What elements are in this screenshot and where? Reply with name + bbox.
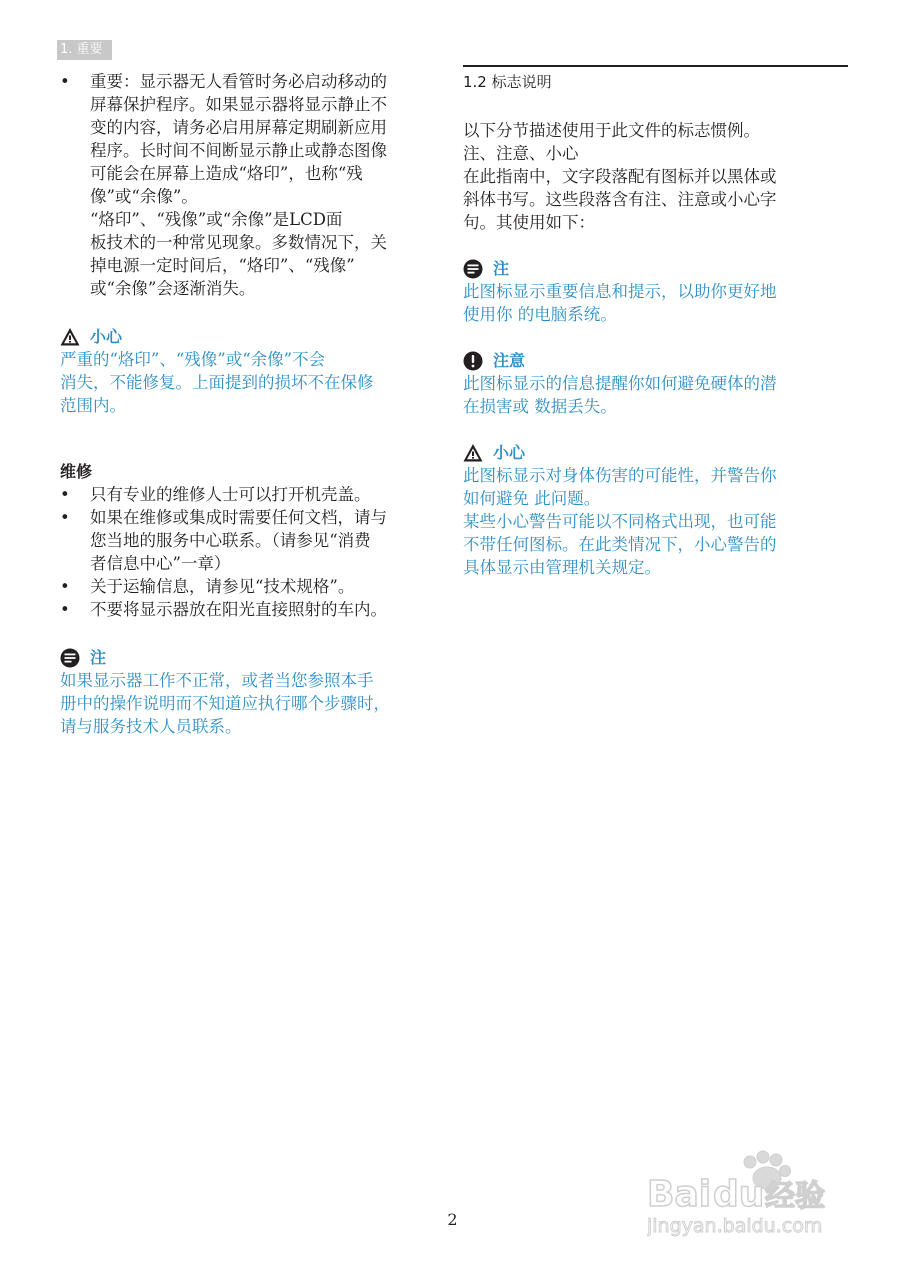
caution-line: 某些小心警告可能以不同格式出现，也可能 — [463, 512, 777, 531]
note-heading — [60, 647, 440, 669]
important-continuation: 板技术的一种常见现象。多数情况下，关 — [90, 233, 387, 252]
maintenance-item-text: 关于运输信息，请参见“技术规格”。 — [90, 577, 355, 596]
caution-title: 小心 — [90, 327, 123, 346]
intro-line: 斜体书写。这些段落含有注、注意或小心字 — [463, 190, 777, 209]
note-line: 请与服务技术人员联系。 — [60, 717, 242, 736]
note-line: 使用你 的电脑系统。 — [463, 305, 617, 324]
right-attention-block — [463, 350, 848, 418]
note-line: 如果显示器工作不正常，或者当您参照本手 — [60, 671, 374, 690]
bullet-dot: • — [60, 72, 70, 91]
intro-line: 注、注意、小心 — [463, 144, 579, 163]
bullet-dot: • — [60, 577, 70, 596]
maintenance-section — [60, 461, 440, 621]
caution-heading — [60, 326, 440, 348]
exclamation-icon — [463, 351, 483, 371]
maintenance-item-text: 不要将显示器放在阳光直接照射的车内。 — [90, 600, 387, 619]
important-line: 变的内容，请务必启用屏幕定期刷新应用 — [90, 118, 387, 137]
maintenance-item-text: 如果在维修或集成时需要任何文档，请与 — [90, 508, 387, 527]
svg-text:du: du — [713, 1174, 765, 1215]
maintenance-item-text: 只有专业的维修人士可以打开机壳盖。 — [90, 485, 371, 504]
attention-heading — [463, 350, 848, 372]
important-bullet — [60, 70, 440, 300]
important-continuation: “烙印”、“残像”或“余像”是LCD面 — [90, 210, 343, 229]
important-line: 像”或“余像”。 — [90, 187, 198, 206]
intro-line: 在此指南中，文字段落配有图标并以黑体或 — [463, 167, 777, 186]
caution-line: 不带任何图标。在此类情况下，小心警告的 — [463, 535, 777, 554]
caution-line: 范围内。 — [60, 396, 126, 415]
important-continuation: 掉电源一定时间后，“烙印”、“残像” — [90, 256, 355, 275]
note-title: 注 — [493, 259, 510, 278]
page-number: 2 — [447, 1210, 458, 1229]
svg-text:Bai: Bai — [647, 1174, 712, 1215]
maintenance-item-text: 您当地的服务中心联系。（请参见“消费 — [90, 531, 371, 550]
maintenance-item — [60, 598, 440, 621]
bullet-dot: • — [60, 600, 70, 619]
caution-title: 小心 — [493, 443, 526, 462]
important-continuation: 或“余像”会逐渐消失。 — [90, 279, 256, 298]
note-heading — [463, 258, 848, 280]
intro-line: 以下分节描述使用于此文件的标志惯例。 — [463, 121, 760, 140]
attention-line: 在损害或 数据丢失。 — [463, 397, 617, 416]
note-line: 此图标显示重要信息和提示，以助你更好地 — [463, 282, 777, 301]
maintenance-item — [60, 506, 440, 575]
important-line: 重要：显示器无人看管时务必启动移动的 — [90, 72, 387, 91]
caution-line: 消失，不能修复。上面提到的损坏不在保修 — [60, 373, 374, 392]
note-line: 册中的操作说明而不知道应执行哪个步骤时， — [60, 694, 390, 713]
note-title: 注 — [90, 648, 107, 667]
bullet-dot: • — [60, 508, 70, 527]
note-icon — [60, 648, 80, 668]
caution-triangle-icon — [60, 327, 80, 347]
maintenance-item — [60, 575, 440, 598]
maintenance-item — [60, 483, 440, 506]
right-column — [463, 65, 848, 579]
caution-heading — [463, 442, 848, 464]
left-caution-block — [60, 326, 440, 417]
important-list — [60, 70, 440, 300]
intro-line: 句。其使用如下： — [463, 213, 595, 232]
caution-triangle-icon — [463, 443, 483, 463]
right-caution-block — [463, 442, 848, 579]
caution-line: 严重的“烙印”、“残像”或“余像”不会 — [60, 350, 326, 369]
left-note-block — [60, 647, 440, 738]
maintenance-heading: 维修 — [60, 462, 93, 481]
section-tag: 1. 重要 — [57, 40, 112, 60]
attention-line: 此图标显示的信息提醒你如何避免硬体的潜 — [463, 374, 777, 393]
svg-text:经验: 经验 — [765, 1179, 825, 1214]
important-line: 可能会在屏幕上造成“烙印”，也称“残 — [90, 164, 363, 183]
section-title: 1.2 标志说明 — [463, 73, 552, 91]
note-icon — [463, 259, 483, 279]
maintenance-item-text: 者信息中心”一章） — [90, 554, 231, 573]
important-line: 程序。长时间不间断显示静止或静态图像 — [90, 141, 387, 160]
bullet-dot: • — [60, 485, 70, 504]
attention-title: 注意 — [493, 351, 526, 370]
caution-line: 如何避免 此问题。 — [463, 489, 601, 508]
caution-line: 此图标显示对身体伤害的可能性，并警告你 — [463, 466, 777, 485]
left-column — [60, 70, 440, 738]
important-line: 屏幕保护程序。如果显示器将显示静止不 — [90, 95, 387, 114]
maintenance-list — [60, 483, 440, 621]
caution-line: 具体显示由管理机关规定。 — [463, 558, 661, 577]
svg-text:jingyan.baidu.com: jingyan.baidu.com — [647, 1215, 823, 1237]
right-note-block — [463, 258, 848, 326]
